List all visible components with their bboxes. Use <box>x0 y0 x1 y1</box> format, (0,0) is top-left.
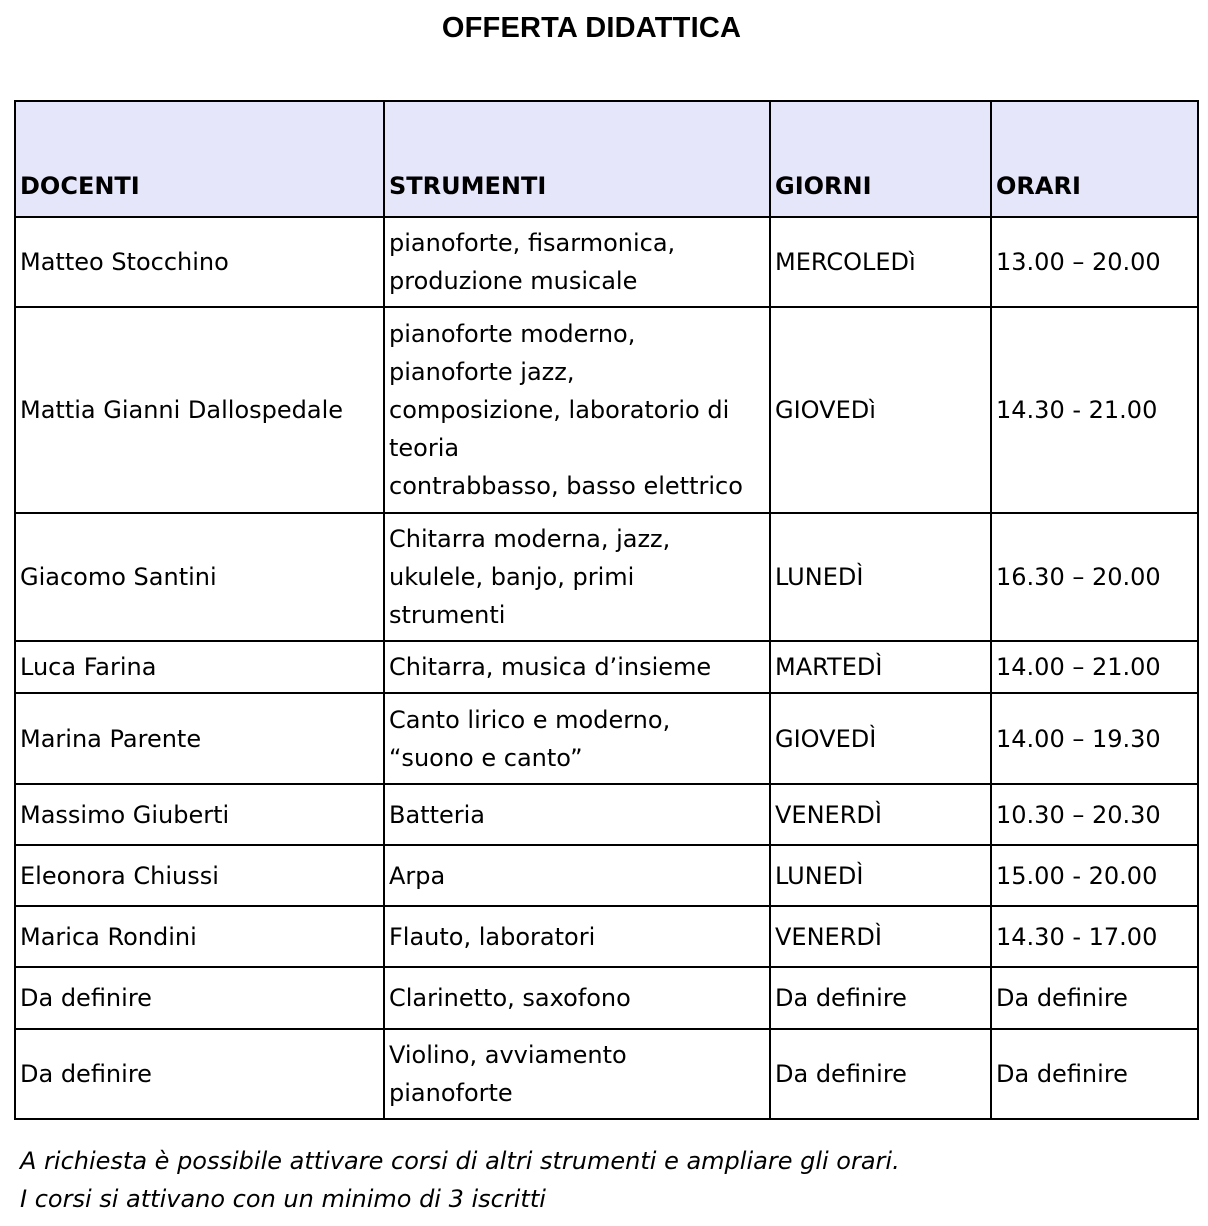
cell-docente: Da definire <box>15 1029 384 1119</box>
table-header <box>15 101 1198 217</box>
cell-strumenti: Clarinetto, saxofono <box>384 967 770 1029</box>
header-row <box>15 101 1198 217</box>
cell-strumenti: pianoforte moderno, pianoforte jazz, composizione, laboratorio di teoria contrabbasso, basso elettrico <box>384 307 770 513</box>
cell-orari: 10.30 – 20.30 <box>991 784 1198 845</box>
table-row <box>15 967 1198 1029</box>
footer-notes <box>20 1142 1190 1218</box>
header-strumenti: STRUMENTI <box>384 101 770 217</box>
cell-giorni: Da definire <box>770 967 991 1029</box>
table-row <box>15 693 1198 784</box>
cell-giorni: VENERDÌ <box>770 784 991 845</box>
footer-note-request: A richiesta è possibile attivare corsi di altri strumenti e ampliare gli orari. <box>20 1147 900 1175</box>
cell-orari: 14.00 – 21.00 <box>991 641 1198 693</box>
cell-docente: Da definire <box>15 967 384 1029</box>
cell-orari: Da definire <box>991 1029 1198 1119</box>
header-orari: ORARI <box>991 101 1198 217</box>
cell-orari: 14.30 - 17.00 <box>991 906 1198 967</box>
cell-strumenti: Chitarra, musica d’insieme <box>384 641 770 693</box>
cell-giorni: VENERDÌ <box>770 906 991 967</box>
header-giorni: GIORNI <box>770 101 991 217</box>
cell-strumenti: Chitarra moderna, jazz, ukulele, banjo, primi strumenti <box>384 513 770 641</box>
table-row <box>15 513 1198 641</box>
table-body <box>15 217 1198 1119</box>
table-row <box>15 906 1198 967</box>
cell-giorni: MERCOLEDì <box>770 217 991 307</box>
cell-docente: Matteo Stocchino <box>15 217 384 307</box>
table-row <box>15 217 1198 307</box>
cell-orari: Da definire <box>991 967 1198 1029</box>
cell-strumenti: Batteria <box>384 784 770 845</box>
cell-strumenti: Violino, avviamento pianoforte <box>384 1029 770 1119</box>
cell-strumenti: Canto lirico e moderno, “suono e canto” <box>384 693 770 784</box>
table-row <box>15 641 1198 693</box>
cell-docente: Marica Rondini <box>15 906 384 967</box>
cell-orari: 15.00 - 20.00 <box>991 845 1198 906</box>
cell-giorni: MARTEDÌ <box>770 641 991 693</box>
cell-orari: 14.30 - 21.00 <box>991 307 1198 513</box>
cell-giorni: GIOVEDÌ <box>770 693 991 784</box>
cell-strumenti: Arpa <box>384 845 770 906</box>
cell-giorni: LUNEDÌ <box>770 845 991 906</box>
cell-docente: Massimo Giuberti <box>15 784 384 845</box>
page-title: OFFERTA DIDATTICA <box>441 12 742 44</box>
cell-strumenti: Flauto, laboratori <box>384 906 770 967</box>
cell-docente: Eleonora Chiussi <box>15 845 384 906</box>
course-table <box>14 100 1199 1120</box>
cell-docente: Marina Parente <box>15 693 384 784</box>
footer-note-minimum: I corsi si attivano con un minimo di 3 iscritti <box>20 1185 546 1213</box>
cell-docente: Mattia Gianni Dallospedale <box>15 307 384 513</box>
cell-giorni: LUNEDÌ <box>770 513 991 641</box>
cell-orari: 13.00 – 20.00 <box>991 217 1198 307</box>
cell-orari: 14.00 – 19.30 <box>991 693 1198 784</box>
cell-giorni: Da definire <box>770 1029 991 1119</box>
cell-strumenti: pianoforte, fisarmonica, produzione musicale <box>384 217 770 307</box>
table-row <box>15 845 1198 906</box>
cell-orari: 16.30 – 20.00 <box>991 513 1198 641</box>
cell-docente: Giacomo Santini <box>15 513 384 641</box>
cell-docente: Luca Farina <box>15 641 384 693</box>
cell-giorni: GIOVEDì <box>770 307 991 513</box>
table-row <box>15 1029 1198 1119</box>
table-row <box>15 307 1198 513</box>
header-docenti: DOCENTI <box>15 101 384 217</box>
table-row <box>15 784 1198 845</box>
